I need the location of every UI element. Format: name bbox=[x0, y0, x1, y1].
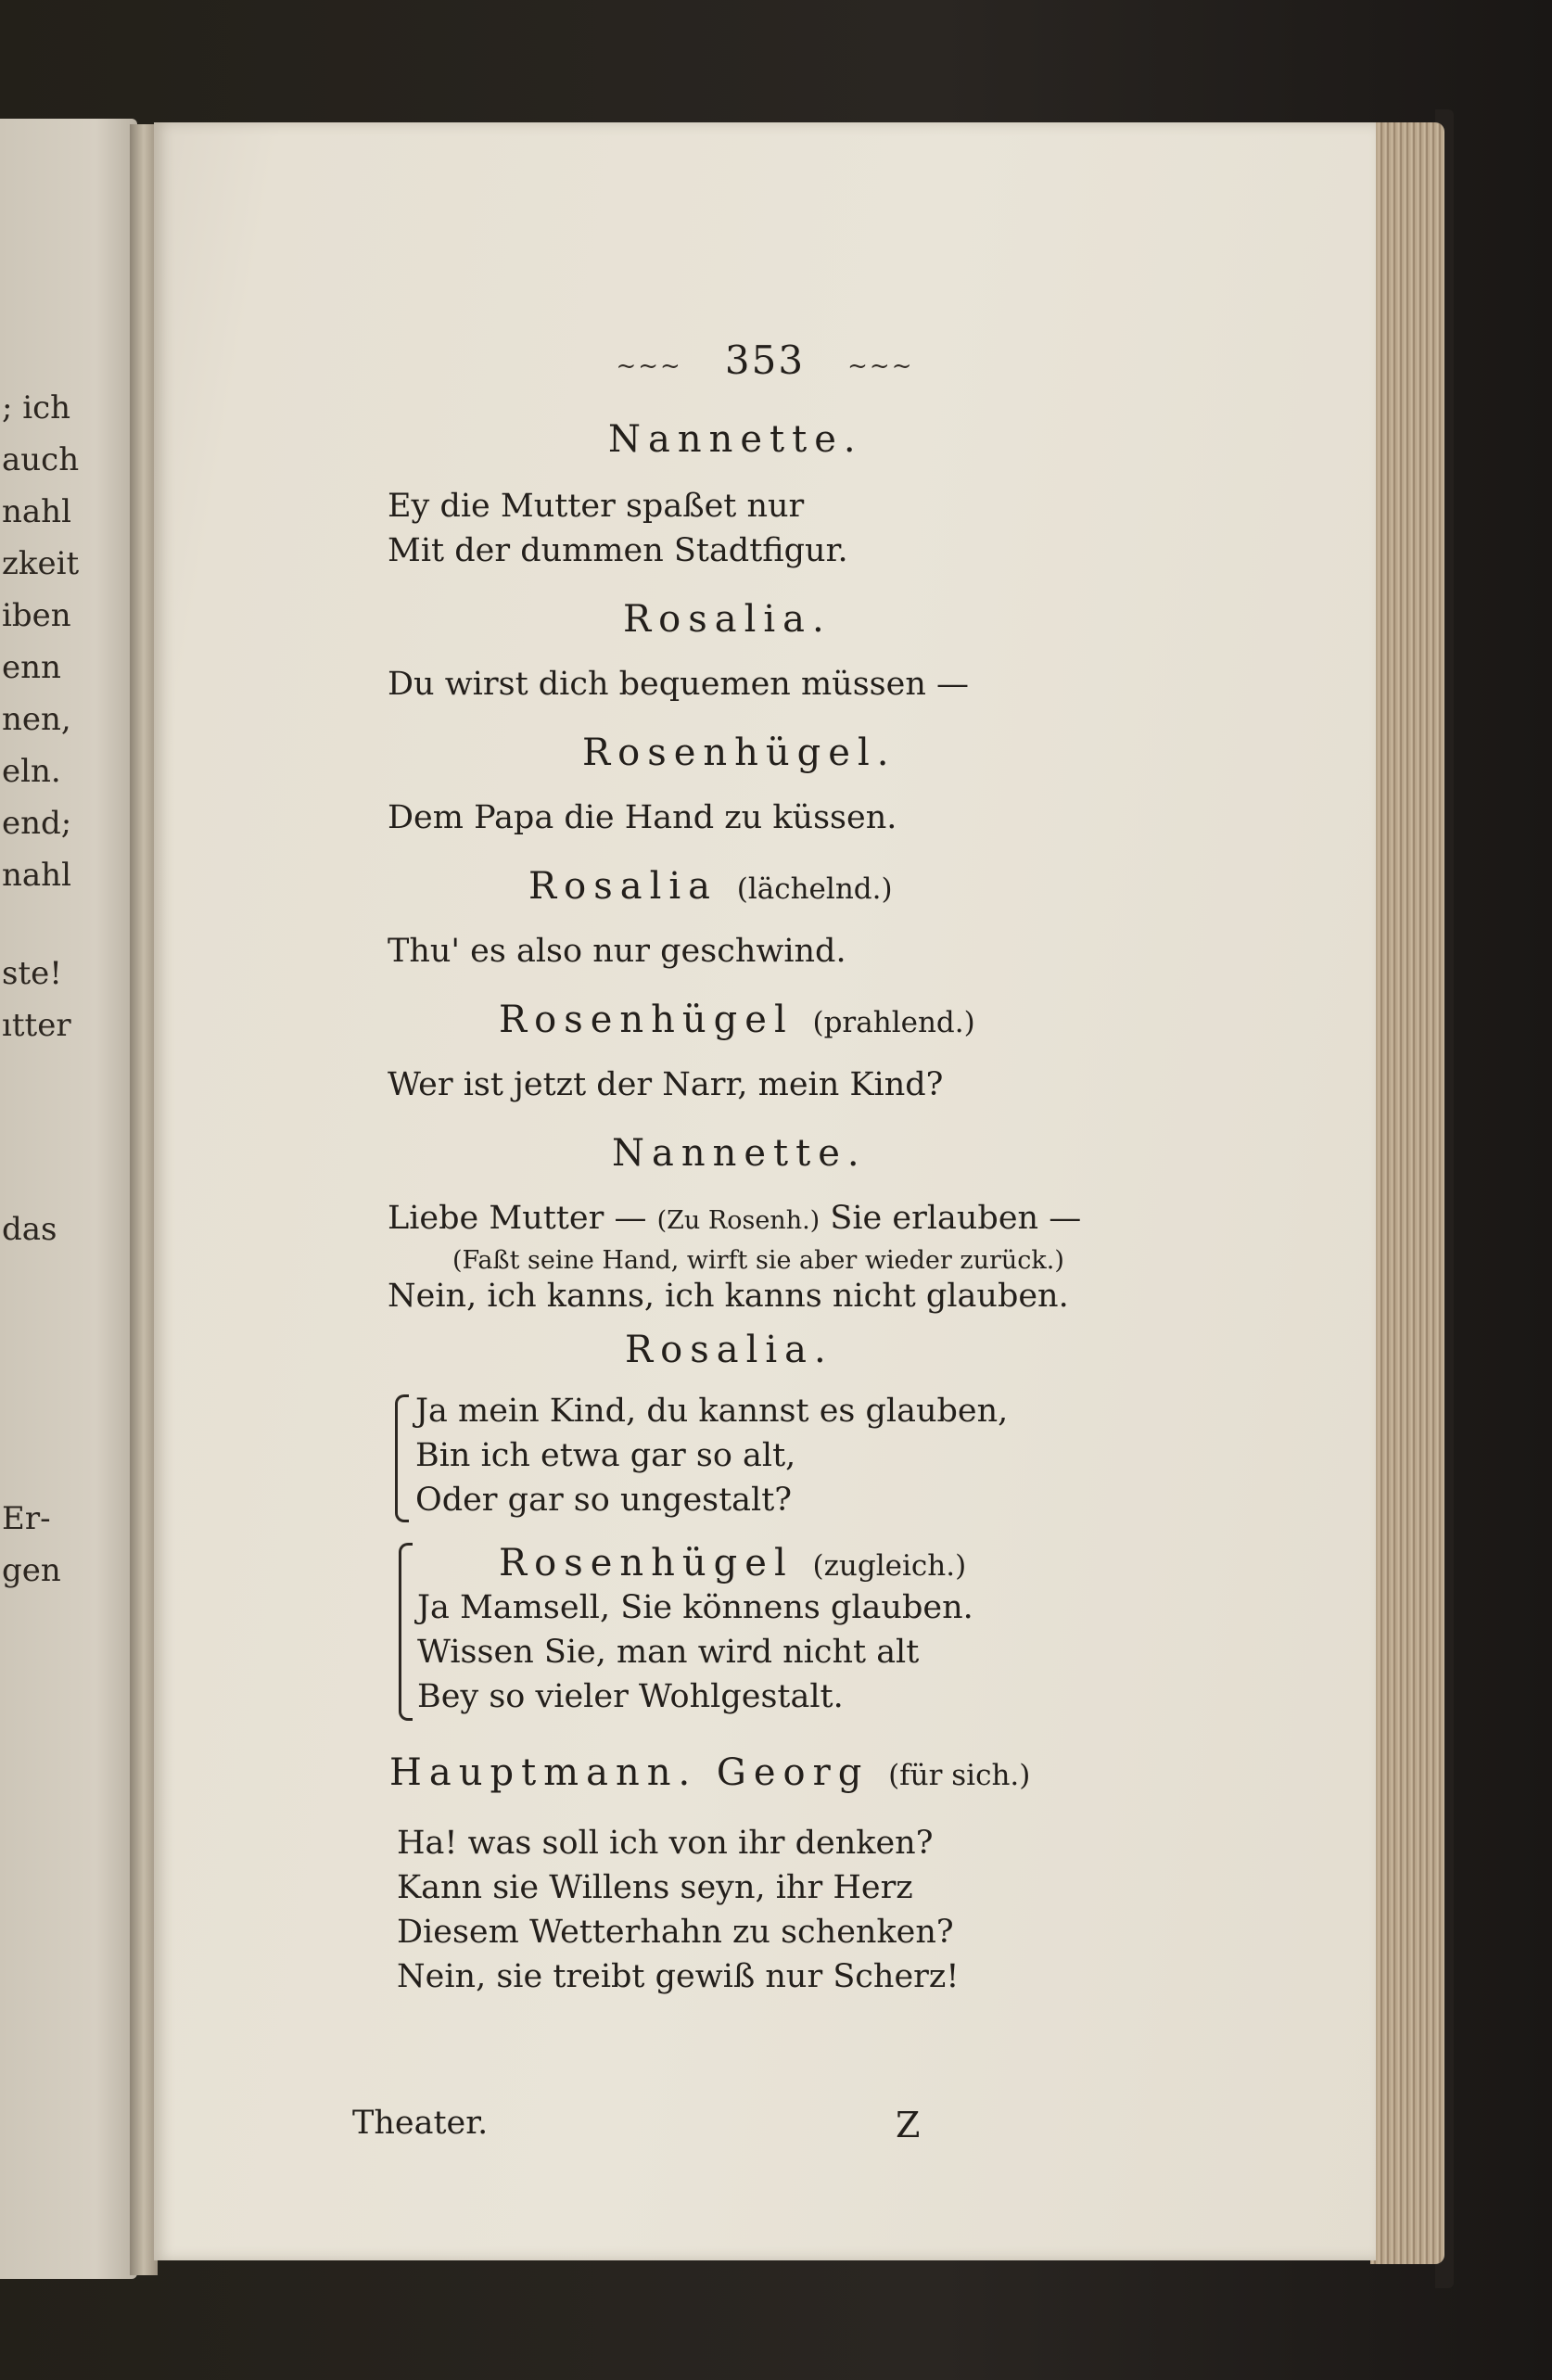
verse-brace bbox=[399, 1543, 413, 1721]
stage-direction: (Faßt seine Hand, wirft sie aber wieder zurück.) bbox=[452, 1246, 1064, 1275]
speaker-heading: Rosalia. bbox=[625, 1329, 833, 1371]
page-number-header bbox=[154, 337, 1376, 383]
verse-line: Kann sie Willens seyn, ihr Herz bbox=[397, 1869, 913, 1906]
verse-line: Wissen Sie, man wird nicht alt bbox=[417, 1634, 920, 1671]
left-page-fragment: enn bbox=[2, 649, 61, 686]
speaker-name: Rosalia bbox=[528, 865, 719, 908]
verse-line: Bey so vieler Wohlgestalt. bbox=[417, 1678, 844, 1715]
stage-direction: (prahlend.) bbox=[812, 1006, 975, 1039]
verse-line: Diesem Wetterhahn zu schenken? bbox=[397, 1914, 954, 1951]
speaker-heading: Nannette. bbox=[612, 1132, 867, 1175]
verse-line: Wer ist jetzt der Narr, mein Kind? bbox=[388, 1066, 944, 1103]
speaker-heading bbox=[499, 1541, 966, 1588]
right-page bbox=[154, 122, 1376, 2260]
verse-line: Thu' es also nur geschwind. bbox=[388, 933, 846, 970]
verse-line: Bin ich etwa gar so alt, bbox=[415, 1437, 796, 1474]
verse-line: Ey die Mutter spaßet nur bbox=[388, 488, 805, 525]
left-page-fragment: end; bbox=[2, 805, 72, 842]
speaker-heading: Nannette. bbox=[608, 418, 863, 461]
page-number: 353 bbox=[724, 337, 806, 383]
verse-line: Nein, ich kanns, ich kanns nicht glauben. bbox=[388, 1278, 1069, 1315]
left-page-fragment: auch bbox=[2, 441, 80, 478]
verse-line: Nein, sie treibt gewiß nur Scherz! bbox=[397, 1958, 960, 1995]
verse-line: Du wirst dich bequemen müssen — bbox=[388, 666, 970, 703]
left-page-fragment: ; ich bbox=[2, 389, 71, 426]
stage-direction: (lächelnd.) bbox=[736, 872, 893, 906]
ornament-right: ~~~ bbox=[847, 352, 914, 380]
stage-direction: (für sich.) bbox=[888, 1759, 1031, 1792]
left-page-fragment: nahl bbox=[2, 857, 71, 894]
left-page-fragment: eln. bbox=[2, 753, 61, 790]
verse-line: Ha! was soll ich von ihr denken? bbox=[397, 1825, 934, 1862]
verse-line: Dem Papa die Hand zu küssen. bbox=[388, 799, 897, 836]
speaker-name: Rosenhügel bbox=[499, 999, 794, 1041]
stage-direction: (zugleich.) bbox=[812, 1549, 967, 1583]
page-edges bbox=[1370, 122, 1444, 2264]
ornament-left: ~~~ bbox=[616, 352, 682, 380]
left-page-fragment: nahl bbox=[2, 493, 71, 530]
speaker-name: Rosenhügel bbox=[499, 1542, 794, 1585]
left-page-fragment: iben bbox=[2, 597, 71, 634]
verse-line: Mit der dummen Stadtfigur. bbox=[388, 532, 848, 569]
signature-mark: Theater. bbox=[352, 2105, 489, 2142]
verse-line: Oder gar so ungestalt? bbox=[415, 1482, 793, 1519]
speaker-heading: Rosalia. bbox=[623, 598, 832, 641]
speaker-heading bbox=[389, 1750, 1030, 1798]
left-page-fragment: gen bbox=[2, 1552, 61, 1589]
verse-line: Ja Mamsell, Sie könnens glauben. bbox=[417, 1589, 973, 1626]
stage-direction: (Zu Rosenh.) bbox=[656, 1206, 821, 1235]
verse-line bbox=[388, 1198, 1081, 1241]
verse-line: Ja mein Kind, du kannst es glauben, bbox=[415, 1393, 1009, 1430]
left-page-fragment: zkeit bbox=[2, 545, 80, 582]
speaker-heading bbox=[528, 864, 893, 911]
signature-letter: Z bbox=[896, 2105, 921, 2145]
verse-text: Liebe Mutter — bbox=[388, 1200, 647, 1237]
left-page-fragment: das bbox=[2, 1211, 57, 1248]
left-page bbox=[0, 119, 137, 2279]
speaker-name: Hauptmann. Georg bbox=[389, 1751, 870, 1794]
page-text bbox=[154, 122, 1376, 2260]
speaker-heading bbox=[499, 998, 975, 1045]
verse-brace bbox=[395, 1394, 409, 1522]
left-page-fragment: ste! bbox=[2, 955, 62, 992]
left-page-fragment: ıtter bbox=[2, 1007, 71, 1044]
speaker-heading: Rosenhügel. bbox=[582, 732, 897, 774]
left-page-fragment: nen, bbox=[2, 701, 71, 738]
left-page-fragment: Er- bbox=[2, 1500, 51, 1537]
verse-text: Sie erlauben — bbox=[830, 1200, 1082, 1237]
